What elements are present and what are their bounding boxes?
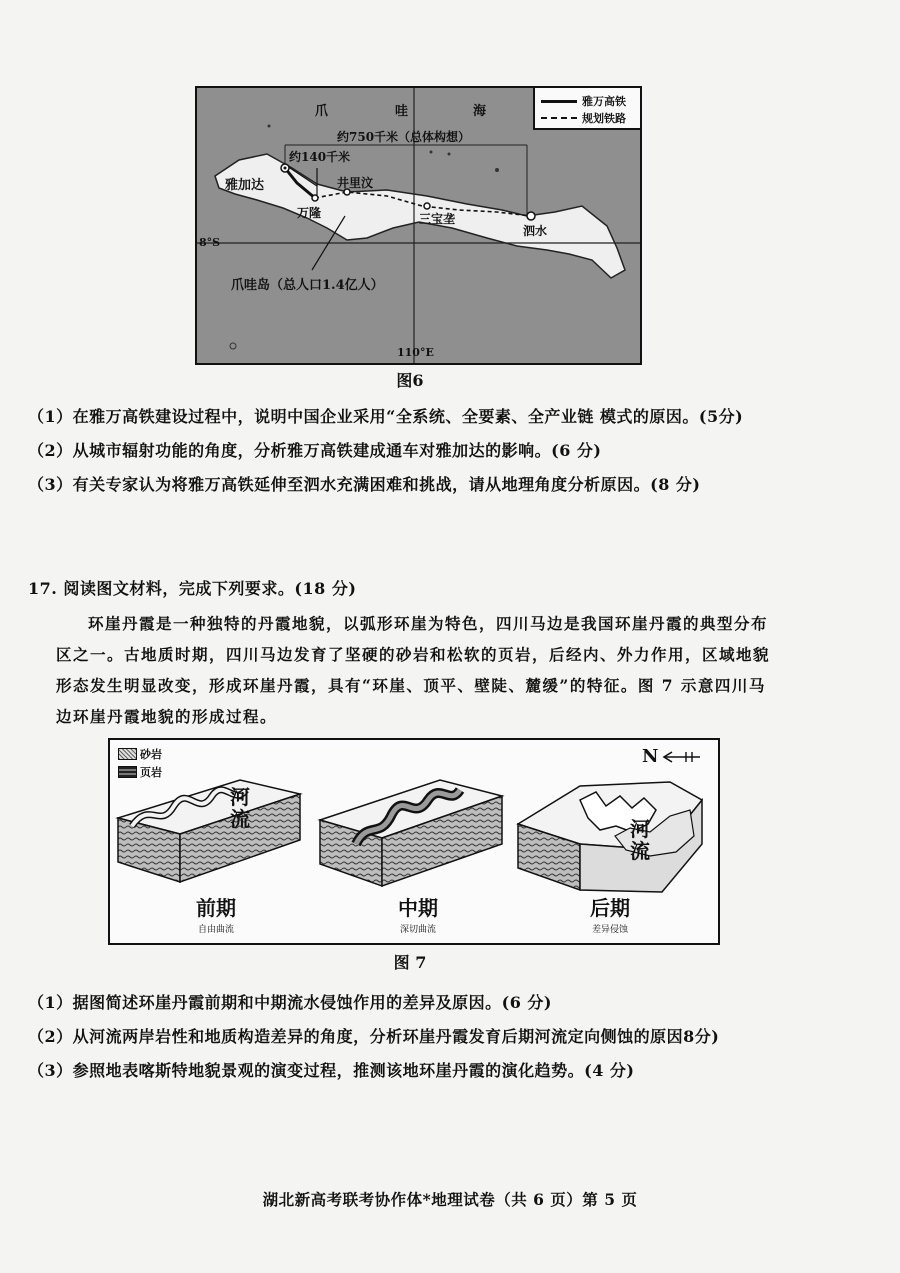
- stage-early-block: [118, 780, 300, 882]
- stage-late-block: [518, 782, 702, 892]
- legend-dashed-label: 规划铁路: [582, 112, 626, 125]
- dashed-line-swatch: [541, 117, 577, 119]
- question-17-1: （1）据图简述环崖丹霞前期和中期流水侵蚀作用的差异及原因。(6 分): [28, 993, 552, 1012]
- stage-late-name: 后期: [590, 896, 630, 920]
- figure-7-diagram: [108, 738, 720, 945]
- figure-6-map: [195, 86, 642, 365]
- bandung-marker: [312, 195, 318, 201]
- city-bandung: 万隆: [297, 206, 322, 220]
- sea-label-2: 哇: [395, 104, 409, 119]
- north-label: N: [642, 746, 659, 767]
- short-distance-label: 约140千米: [289, 150, 351, 164]
- river-label-early: [230, 786, 250, 830]
- sea-label-1: 爪: [315, 104, 329, 119]
- solid-line-swatch: [541, 100, 577, 103]
- stage-middle-block: [320, 780, 502, 886]
- island-population-label: 爪哇岛（总人口1.4亿人）: [231, 278, 384, 293]
- page-footer: 湖北新高考联考协作体*地理试卷（共 6 页）第 5 页: [262, 1190, 638, 1209]
- material-line: 边环崖丹霞地貌的形成过程。: [56, 707, 278, 726]
- city-cirebon: 井里汶: [337, 176, 374, 190]
- river-char-2: 流: [630, 839, 650, 863]
- legend-solid-label: 雅万高铁: [582, 95, 626, 108]
- map-legend: [533, 88, 640, 130]
- legend-shale-label: 页岩: [140, 766, 162, 779]
- legend-solid-row: [541, 93, 626, 109]
- question-17-2: （2）从河流两岸岩性和地质构造差异的角度，分析环崖丹霞发育后期河流定向侧蚀的原因8分): [28, 1027, 720, 1046]
- river-char-1: 河: [630, 817, 650, 841]
- river-char-1: 河: [230, 785, 250, 809]
- stage-middle-sub: 深切曲流: [399, 925, 436, 935]
- stage-middle-name: 中期: [398, 896, 438, 920]
- city-surabaya: 泗水: [523, 224, 548, 238]
- river-char-2: 流: [230, 807, 250, 831]
- stage-early-name: 前期: [196, 896, 236, 920]
- question-17-material: [56, 608, 868, 732]
- city-semarang: 三宝垄: [419, 212, 456, 226]
- figure-6-caption: 图6: [396, 371, 424, 390]
- material-line: 形态发生明显改变，形成环崖丹霞，具有“环崖、顶平、壁陡、麓缓”的特征。图 7 示意四川马: [56, 676, 766, 695]
- semarang-marker: [424, 203, 430, 209]
- legend-sandstone-label: 砂岩: [140, 748, 162, 761]
- sea-label-3: 海: [473, 104, 487, 119]
- question-16-1: （1）在雅万高铁建设过程中，说明中国企业采用“全系统、全要素、全产业链 模式的原因。(5分): [28, 407, 744, 426]
- question-16-3: （3）有关专家认为将雅万高铁延伸至泗水充满困难和挑战，请从地理角度分析原因。(8 分): [28, 475, 701, 494]
- surabaya-marker: [527, 212, 535, 220]
- question-17-heading: 17. 阅读图文材料，完成下列要求。(18 分): [28, 579, 357, 598]
- river-label-late: [630, 818, 650, 862]
- question-16-2: （2）从城市辐射功能的角度，分析雅万高铁建成通车对雅加达的影响。(6 分): [28, 441, 602, 460]
- question-17-3: （3）参照地表喀斯特地貌景观的演变过程，推测该地环崖丹霞的演化趋势。(4 分): [28, 1061, 635, 1080]
- figure-7-caption: 图 7: [393, 953, 427, 972]
- material-line: 环崖丹霞是一种独特的丹霞地貌，以弧形环崖为特色，四川马边是我国环崖丹霞的典型分布: [88, 614, 769, 633]
- legend-dashed-row: [541, 110, 626, 126]
- material-line: 区之一。古地质时期，四川马边发育了坚硬的砂岩和松软的页岩，后经内、外力作用，区域地貌: [56, 645, 771, 664]
- total-distance-label: 约750千米（总体构想）: [337, 130, 471, 144]
- latitude-label: 8°S: [199, 236, 221, 249]
- longitude-label: 110°E: [397, 346, 434, 359]
- stage-early-sub: 自由曲流: [197, 925, 234, 935]
- city-jakarta: 雅加达: [225, 178, 265, 193]
- stage-late-sub: 差异侵蚀: [591, 925, 628, 935]
